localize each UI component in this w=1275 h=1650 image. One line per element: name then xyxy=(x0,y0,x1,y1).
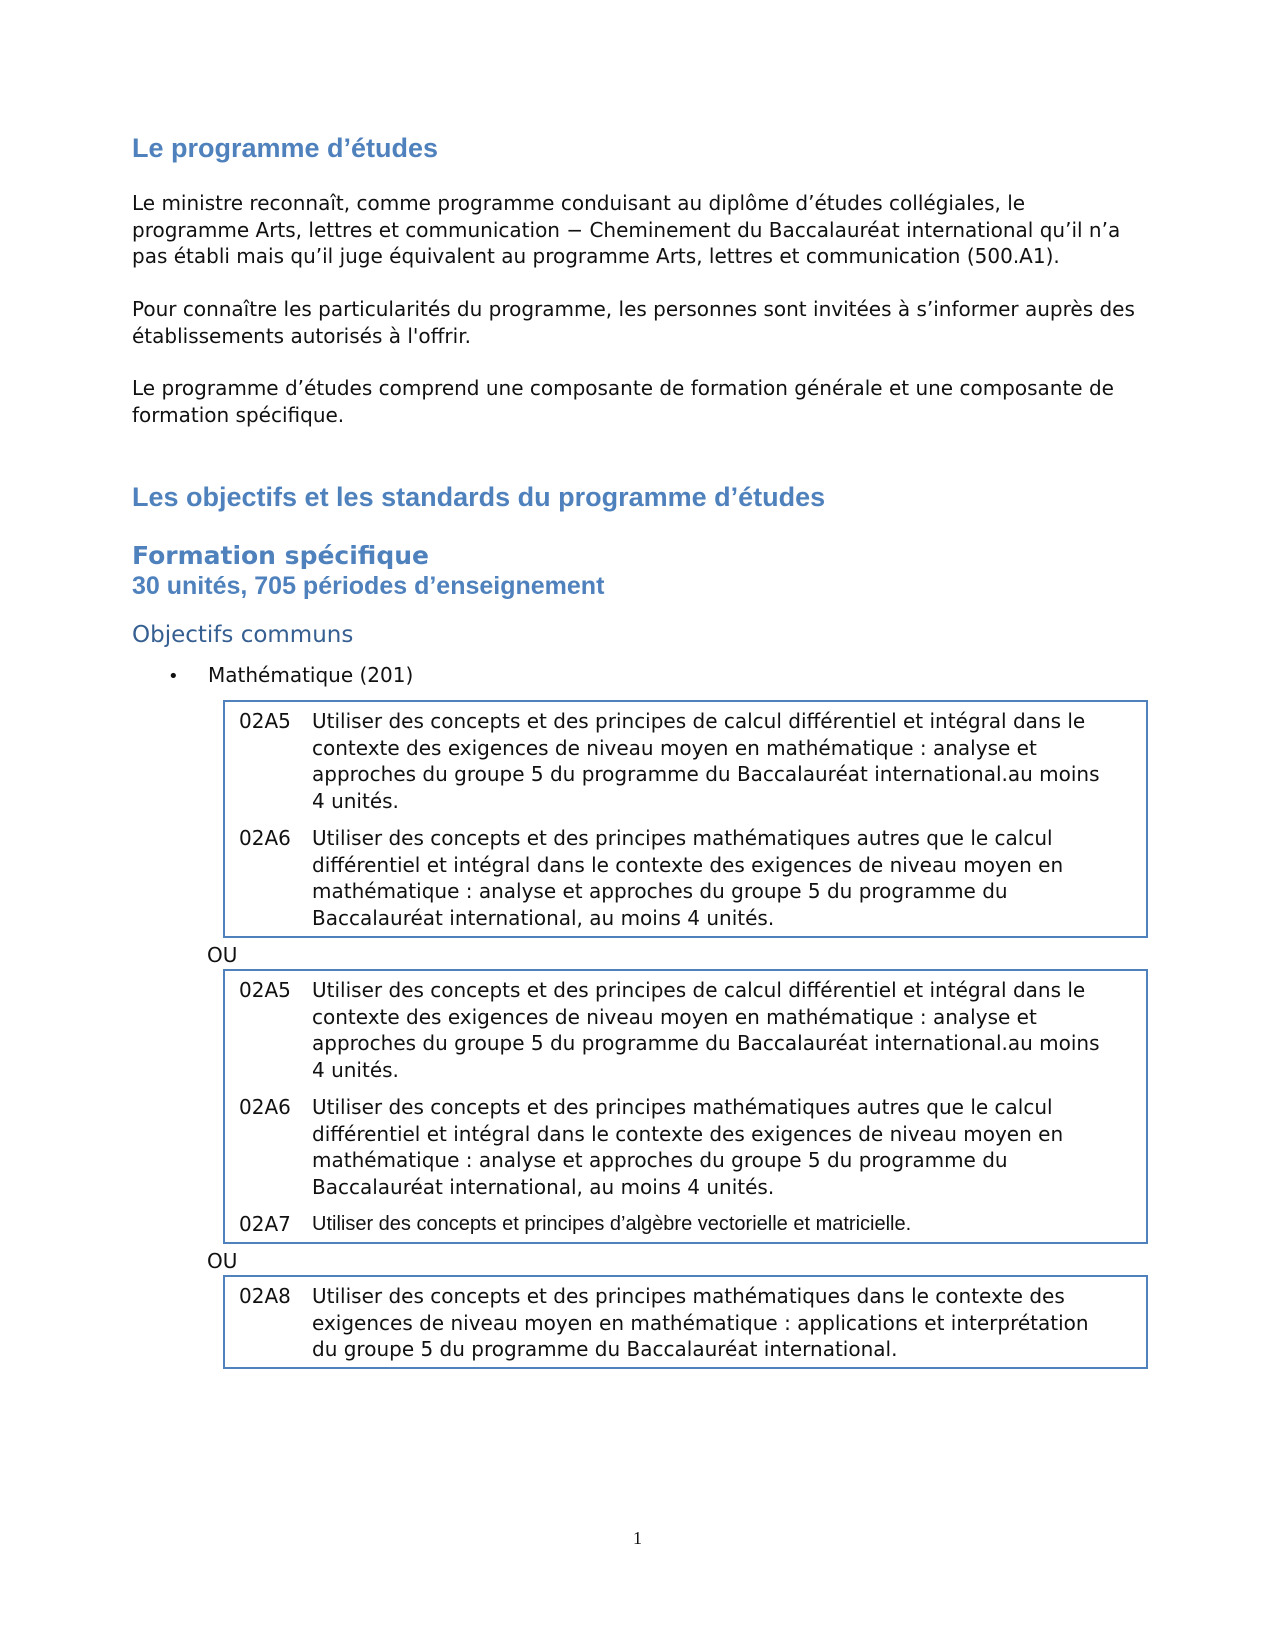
objective-text: Utiliser des concepts et principes d’algèbre vectorielle et matricielle. xyxy=(312,1213,912,1235)
objectives-box-3 xyxy=(223,1275,1148,1369)
or-separator-2: OU xyxy=(207,1249,238,1273)
objectifs-communs-heading: Objectifs communs xyxy=(132,622,354,648)
objective-code: 02A5 xyxy=(239,709,291,733)
bullet-item-mathematique xyxy=(168,662,413,690)
heading-programme: Le programme d’études xyxy=(132,133,439,163)
objective-code: 02A8 xyxy=(239,1284,291,1308)
objective-text: Utiliser des concepts et des principes mathématiques autres que le calcul différentiel et intégral dans le contexte des exigences de niveau moyen en mathématique : analyse et approches du groupe 5 du programme du Baccalauréat international, au moins 4 unités. xyxy=(312,826,1064,930)
objective-text: Utiliser des concepts et des principes mathématiques autres que le calcul différentiel et intégral dans le contexte des exigences de niveau moyen en mathématique : analyse et approches du groupe 5 du programme du Baccalauréat international, au moins 4 unités. xyxy=(312,1095,1064,1199)
objective-code: 02A6 xyxy=(239,1095,291,1119)
objective-code: 02A7 xyxy=(239,1212,291,1236)
or-separator-1: OU xyxy=(207,943,238,967)
objectives-box-1 xyxy=(223,700,1148,938)
page-number: 1 xyxy=(633,1528,642,1548)
objective-text: Utiliser des concepts et des principes mathématiques dans le contexte des exigences de niveau moyen en mathématique : applications et interprétation du groupe 5 du programme du Baccalauréat international. xyxy=(312,1284,1089,1361)
objective-row xyxy=(239,1094,1136,1200)
heading-objectifs-standards: Les objectifs et les standards du programme d’études xyxy=(132,482,826,512)
bullet-icon: • xyxy=(168,666,179,687)
paragraph-intro: Le ministre reconnaît, comme programme conduisant au diplôme d’études collégiales, le programme Arts, lettres et communication − Cheminement du Baccalauréat international qu’il n’a pas établi mais qu’il juge équivalent au programme Arts, lettres et communication (500.A1). xyxy=(132,191,1121,268)
objective-row xyxy=(239,977,1136,1083)
objective-row xyxy=(239,1283,1136,1363)
objective-row xyxy=(239,708,1136,814)
formation-subtitle: 30 unités, 705 périodes d’enseignement xyxy=(132,572,605,600)
objective-code: 02A6 xyxy=(239,826,291,850)
formation-title: Formation spécifique xyxy=(132,541,429,570)
objectives-box-2 xyxy=(223,969,1148,1244)
objective-text: Utiliser des concepts et des principes de calcul différentiel et intégral dans le contexte des exigences de niveau moyen en mathématique : analyse et approches du groupe 5 du programme du Baccalauréat international.au moins 4 unités. xyxy=(312,709,1100,813)
objective-row xyxy=(239,1211,1136,1238)
objective-code: 02A5 xyxy=(239,978,291,1002)
objective-text: Utiliser des concepts et des principes de calcul différentiel et intégral dans le contexte des exigences de niveau moyen en mathématique : analyse et approches du groupe 5 du programme du Baccalauréat international.au moins 4 unités. xyxy=(312,978,1100,1082)
paragraph-composantes: Le programme d’études comprend une composante de formation générale et une composante de formation spécifique. xyxy=(132,376,1114,427)
paragraph-particularites: Pour connaître les particularités du programme, les personnes sont invitées à s’informer auprès des établissements autorisés à l'offrir. xyxy=(132,297,1135,348)
objective-row xyxy=(239,825,1136,931)
bullet-label: Mathématique (201) xyxy=(208,663,414,687)
